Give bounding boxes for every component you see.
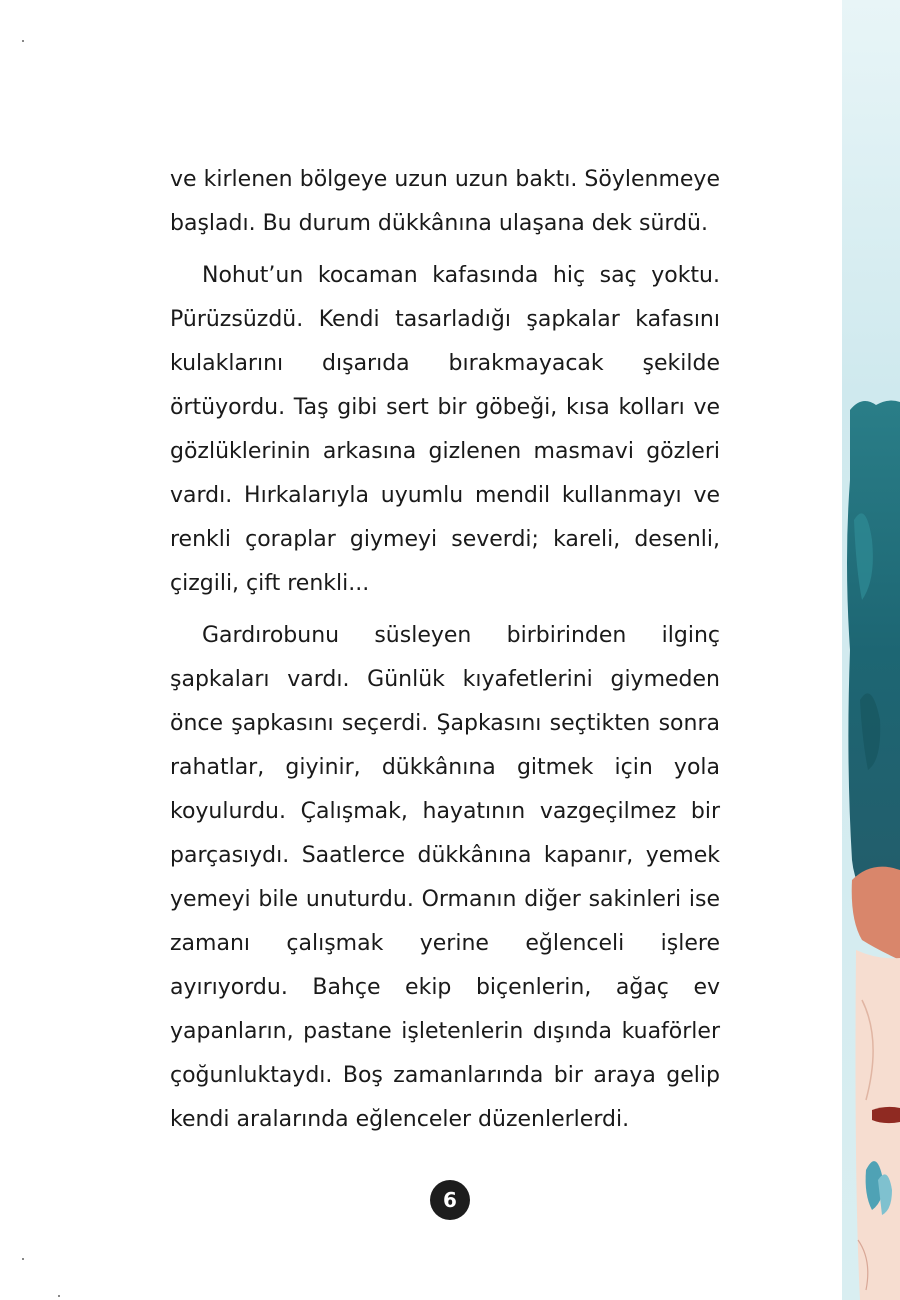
- crop-mark: [22, 40, 24, 42]
- paragraph-2: Nohut’un kocaman kafasında hiç saç yoktu. Pürüzsüzdü. Kendi tasarladığı şapkalar kafasını kulaklarını dışarıda bırakmayacak şekilde örtüyordu. Taş gibi sert bir göbeği, kısa kolları ve gözlüklerinin arkasına gizlenen masmavi gözleri vardı. Hırkalarıyla uyumlu mendil kullanmayı ve renkli çoraplar giymeyi severdi; kareli, desenli, çizgili, çift renkli...: [170, 263, 720, 596]
- paragraph-1: ve kirlenen bölgeye uzun uzun baktı. Söylenmeye başladı. Bu durum dükkânına ulaşana dek sürdü.: [170, 167, 720, 236]
- side-illustration: [842, 0, 900, 1300]
- crop-mark: [22, 1258, 24, 1260]
- side-illustration-art: [842, 0, 900, 1300]
- body-text: [170, 158, 720, 1150]
- page-number-badge: 6: [430, 1180, 470, 1220]
- crop-mark: [58, 1295, 60, 1297]
- paragraph-3: Gardırobunu süsleyen birbirinden ilginç şapkaları vardı. Günlük kıyafetlerini giymeden önce şapkasını seçerdi. Şapkasını seçtikten sonra rahatlar, giyinir, dükkânına gitmek için yola koyulurdu. Çalışmak, hayatının vazgeçilmez bir parçasıydı. Saatlerce dükkânına kapanır, yemek yemeyi bile unuturdu. Ormanın diğer sakinleri ise zamanı çalışmak yerine eğlenceli işlere ayırıyordu. Bahçe ekip biçenlerin, ağaç ev yapanların, pastane işletenlerin dışında kuaförler çoğunluktaydı. Boş zamanlarında bir araya gelip kendi aralarında eğlenceler düzenlerlerdi.: [170, 623, 720, 1132]
